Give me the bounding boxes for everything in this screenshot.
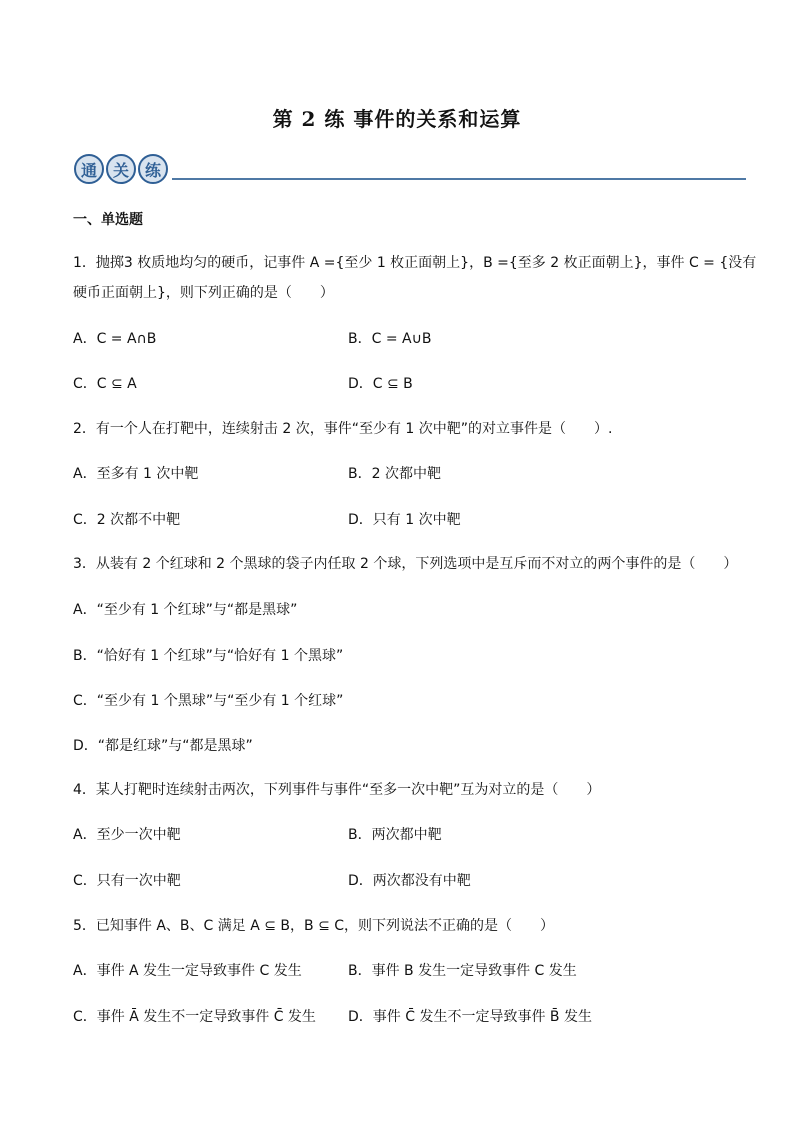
banner-rule <box>172 178 746 180</box>
q1-option-d: D．C ⊆ B <box>348 376 413 392</box>
q4-stem: 4．某人打靶时连续射击两次，下列事件与事件“至多一次中靶”互为对立的是（ ） <box>73 782 601 798</box>
q4-option-b: B．两次都中靶 <box>348 827 442 843</box>
q2-option-b: B．2 次都中靶 <box>348 466 441 482</box>
banner-badge-3: 练 <box>138 154 168 184</box>
q1-option-a: A．C = A∩B <box>73 331 157 347</box>
section-heading: 一、单选题 <box>73 212 143 228</box>
q4-option-c: C．只有一次中靶 <box>73 873 181 889</box>
q3-stem: 3．从装有 2 个红球和 2 个黑球的袋子内任取 2 个球，下列选项中是互斥而不对立的两个事件的是（ ） <box>73 556 738 572</box>
q2-option-a: A．至多有 1 次中靶 <box>73 466 199 482</box>
q5-option-c: C．事件 Ā 发生不一定导致事件 C̄ 发生 <box>73 1009 316 1025</box>
section-banner <box>74 152 674 192</box>
q3-option-a: A．“至少有 1 个红球”与“都是黑球” <box>73 602 298 618</box>
q4-option-d: D．两次都没有中靶 <box>348 873 471 889</box>
q5-option-a: A．事件 A 发生一定导致事件 C 发生 <box>73 963 302 979</box>
q3-option-d: D．“都是红球”与“都是黑球” <box>73 738 253 754</box>
q5-option-d: D．事件 C̄ 发生不一定导致事件 B̄ 发生 <box>348 1009 592 1025</box>
q2-stem: 2．有一个人在打靶中，连续射击 2 次，事件“至少有 1 次中靶”的对立事件是（ ）. <box>73 421 613 437</box>
banner-badge-1: 通 <box>74 154 104 184</box>
q4-option-a: A．至少一次中靶 <box>73 827 181 843</box>
banner-badges <box>74 154 168 184</box>
banner-badge-2: 关 <box>106 154 136 184</box>
page-title: 第 2 练 事件的关系和运算 <box>272 107 522 131</box>
q1-stem-line1: 1．抛掷3 枚质地均匀的硬币，记事件 A ={至少 1 枚正面朝上}，B ={至多 2 枚正面朝上}，事件 C = {没有 <box>73 255 757 271</box>
q1-stem-line2: 硬币正面朝上}，则下列正确的是（ ） <box>73 285 334 301</box>
q1-option-c: C．C ⊆ A <box>73 376 137 392</box>
q2-option-c: C．2 次都不中靶 <box>73 512 181 528</box>
q3-option-b: B．“恰好有 1 个红球”与“恰好有 1 个黑球” <box>73 648 344 664</box>
q5-stem: 5．已知事件 A、B、C 满足 A ⊆ B，B ⊆ C，则下列说法不正确的是（ ） <box>73 918 555 934</box>
q2-option-d: D．只有 1 次中靶 <box>348 512 461 528</box>
q1-option-b: B．C = A∪B <box>348 331 432 347</box>
q5-option-b: B．事件 B 发生一定导致事件 C 发生 <box>348 963 577 979</box>
q3-option-c: C．“至少有 1 个黑球”与“至少有 1 个红球” <box>73 693 344 709</box>
